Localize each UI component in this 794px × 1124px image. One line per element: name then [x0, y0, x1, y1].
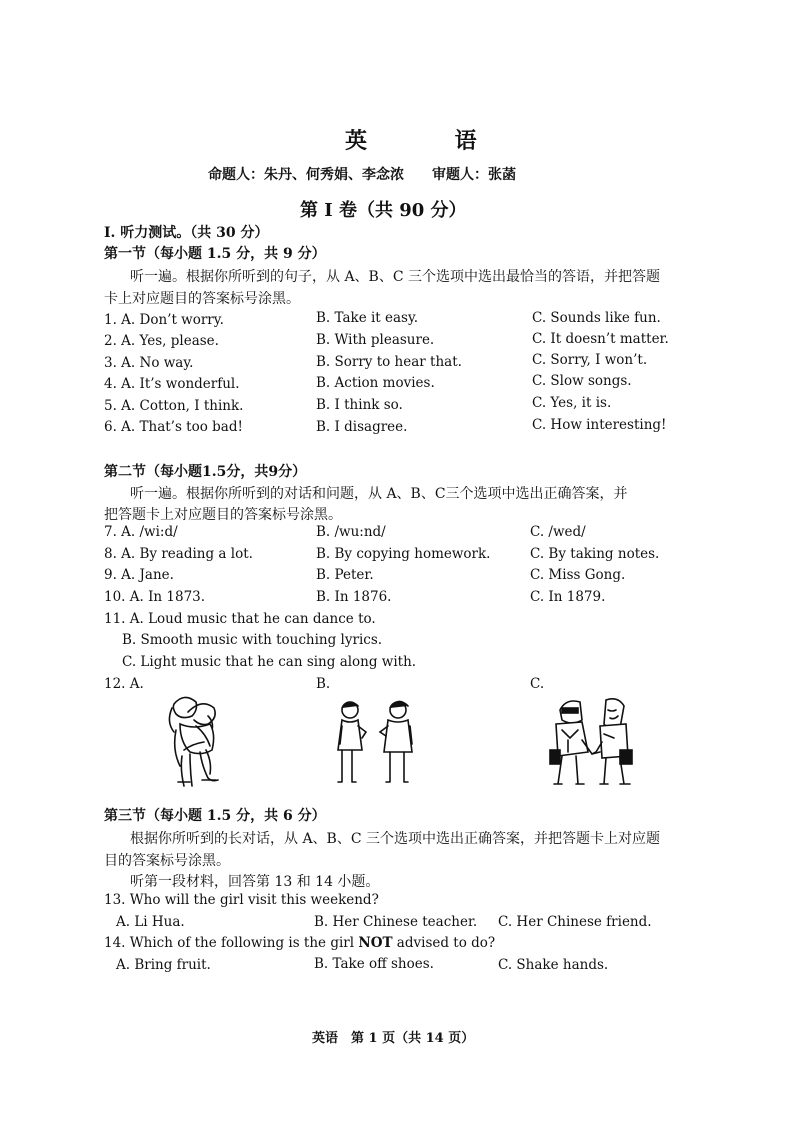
q5-option-a: 5. A. Cotton, I think. — [104, 398, 244, 414]
q1-option-a: 1. A. Don’t worry. — [104, 312, 224, 328]
q5-option-c: C. Yes, it is. — [532, 395, 612, 411]
q14-option-c: C. Shake hands. — [498, 957, 609, 973]
hug-illustration — [160, 690, 226, 790]
q4-option-a: 4. A. It’s wonderful. — [104, 376, 240, 392]
q11-option-a: 11. A. Loud music that he can dance to. — [104, 611, 376, 627]
section3-heading: 第三节（每小题 1.5 分，共 6 分） — [104, 808, 326, 824]
q14-option-b: B. Take off shoes. — [314, 956, 434, 972]
q14-stem-suffix: advised to do? — [392, 935, 496, 951]
q11-option-c: C. Light music that he can sing along with. — [122, 654, 417, 670]
q13-option-a: A. Li Hua. — [116, 914, 185, 930]
q7-option-b: B. /wu:nd/ — [316, 524, 386, 540]
q8-option-a: 8. A. By reading a lot. — [104, 546, 253, 562]
q12-option-a: 12. A. — [104, 676, 144, 692]
q3-option-c: C. Sorry, I won’t. — [532, 352, 648, 368]
q12-option-b: B. — [316, 676, 331, 692]
q5-option-b: B. I think so. — [316, 397, 403, 413]
section1-instructions-line1: 听一遍。根据你所听到的句子，从 A、B、C 三个选项中选出最恰当的答语，并把答题 — [130, 269, 661, 285]
q10-option-b: B. In 1876. — [316, 589, 392, 605]
q4-option-c: C. Slow songs. — [532, 373, 632, 389]
handshake-illustration — [548, 690, 638, 790]
q13-stem: 13. Who will the girl visit this weekend? — [104, 892, 379, 908]
q13-option-c: C. Her Chinese friend. — [498, 914, 652, 930]
q3-option-b: B. Sorry to hear that. — [316, 354, 462, 370]
q14-stem — [104, 935, 495, 951]
q11-option-b: B. Smooth music with touching lyrics. — [122, 632, 383, 648]
page-title: 英 语 — [345, 128, 517, 154]
q9-option-b: B. Peter. — [316, 567, 374, 583]
q12-option-c: C. — [530, 676, 545, 692]
section3-instructions-line1: 根据你所听到的长对话，从 A、B、C 三个选项中选出正确答案，并把答题卡上对应题 — [130, 831, 661, 847]
volume-title: 第 I 卷（共 90 分） — [300, 200, 467, 221]
section1-heading: 第一节（每小题 1.5 分，共 9 分） — [104, 246, 326, 262]
q7-option-c: C. /wed/ — [530, 524, 586, 540]
section3-instructions-line2: 目的答案标号涂黑。 — [104, 853, 230, 869]
q10-option-a: 10. A. In 1873. — [104, 589, 206, 605]
q4-option-b: B. Action movies. — [316, 375, 435, 391]
q2-option-c: C. It doesn’t matter. — [532, 331, 669, 347]
q1-option-b: B. Take it easy. — [316, 310, 419, 326]
q8-option-c: C. By taking notes. — [530, 546, 660, 562]
q14-stem-prefix: 14. Which of the following is the girl — [104, 935, 359, 951]
q14-option-a: A. Bring fruit. — [116, 957, 211, 973]
q9-option-a: 9. A. Jane. — [104, 567, 174, 583]
q8-option-b: B. By copying homework. — [316, 546, 491, 562]
page-footer: 英语 第 1 页（共 14 页） — [312, 1031, 475, 1046]
q6-option-b: B. I disagree. — [316, 419, 408, 435]
section1-instructions-line2: 卡上对应题目的答案标号涂黑。 — [104, 291, 300, 307]
q6-option-c: C. How interesting! — [532, 417, 667, 433]
section2-instructions-line2: 把答题卡上对应题目的答案标号涂黑。 — [104, 507, 342, 523]
authors-line: 命题人：朱丹、何秀娟、李念浓 审题人：张菡 — [208, 167, 516, 183]
greeting-illustration — [330, 696, 422, 786]
q10-option-c: C. In 1879. — [530, 589, 606, 605]
q1-option-c: C. Sounds like fun. — [532, 310, 661, 326]
q3-option-a: 3. A. No way. — [104, 355, 194, 371]
q6-option-a: 6. A. That’s too bad! — [104, 419, 243, 435]
q7-option-a: 7. A. /wi:d/ — [104, 524, 178, 540]
part1-heading: I. 听力测试。（共 30 分） — [104, 225, 269, 241]
q13-option-b: B. Her Chinese teacher. — [314, 914, 478, 930]
q9-option-c: C. Miss Gong. — [530, 567, 626, 583]
q2-option-b: B. With pleasure. — [316, 332, 435, 348]
section2-instructions-line1: 听一遍。根据你所听到的对话和问题，从 A、B、C三个选项中选出正确答案，并 — [130, 486, 628, 502]
section3-instructions-line3: 听第一段材料，回答第 13 和 14 小题。 — [130, 874, 380, 890]
q2-option-a: 2. A. Yes, please. — [104, 333, 219, 349]
q14-stem-emphasis: NOT — [358, 935, 393, 951]
section2-heading: 第二节（每小题1.5分，共9分） — [104, 464, 307, 480]
